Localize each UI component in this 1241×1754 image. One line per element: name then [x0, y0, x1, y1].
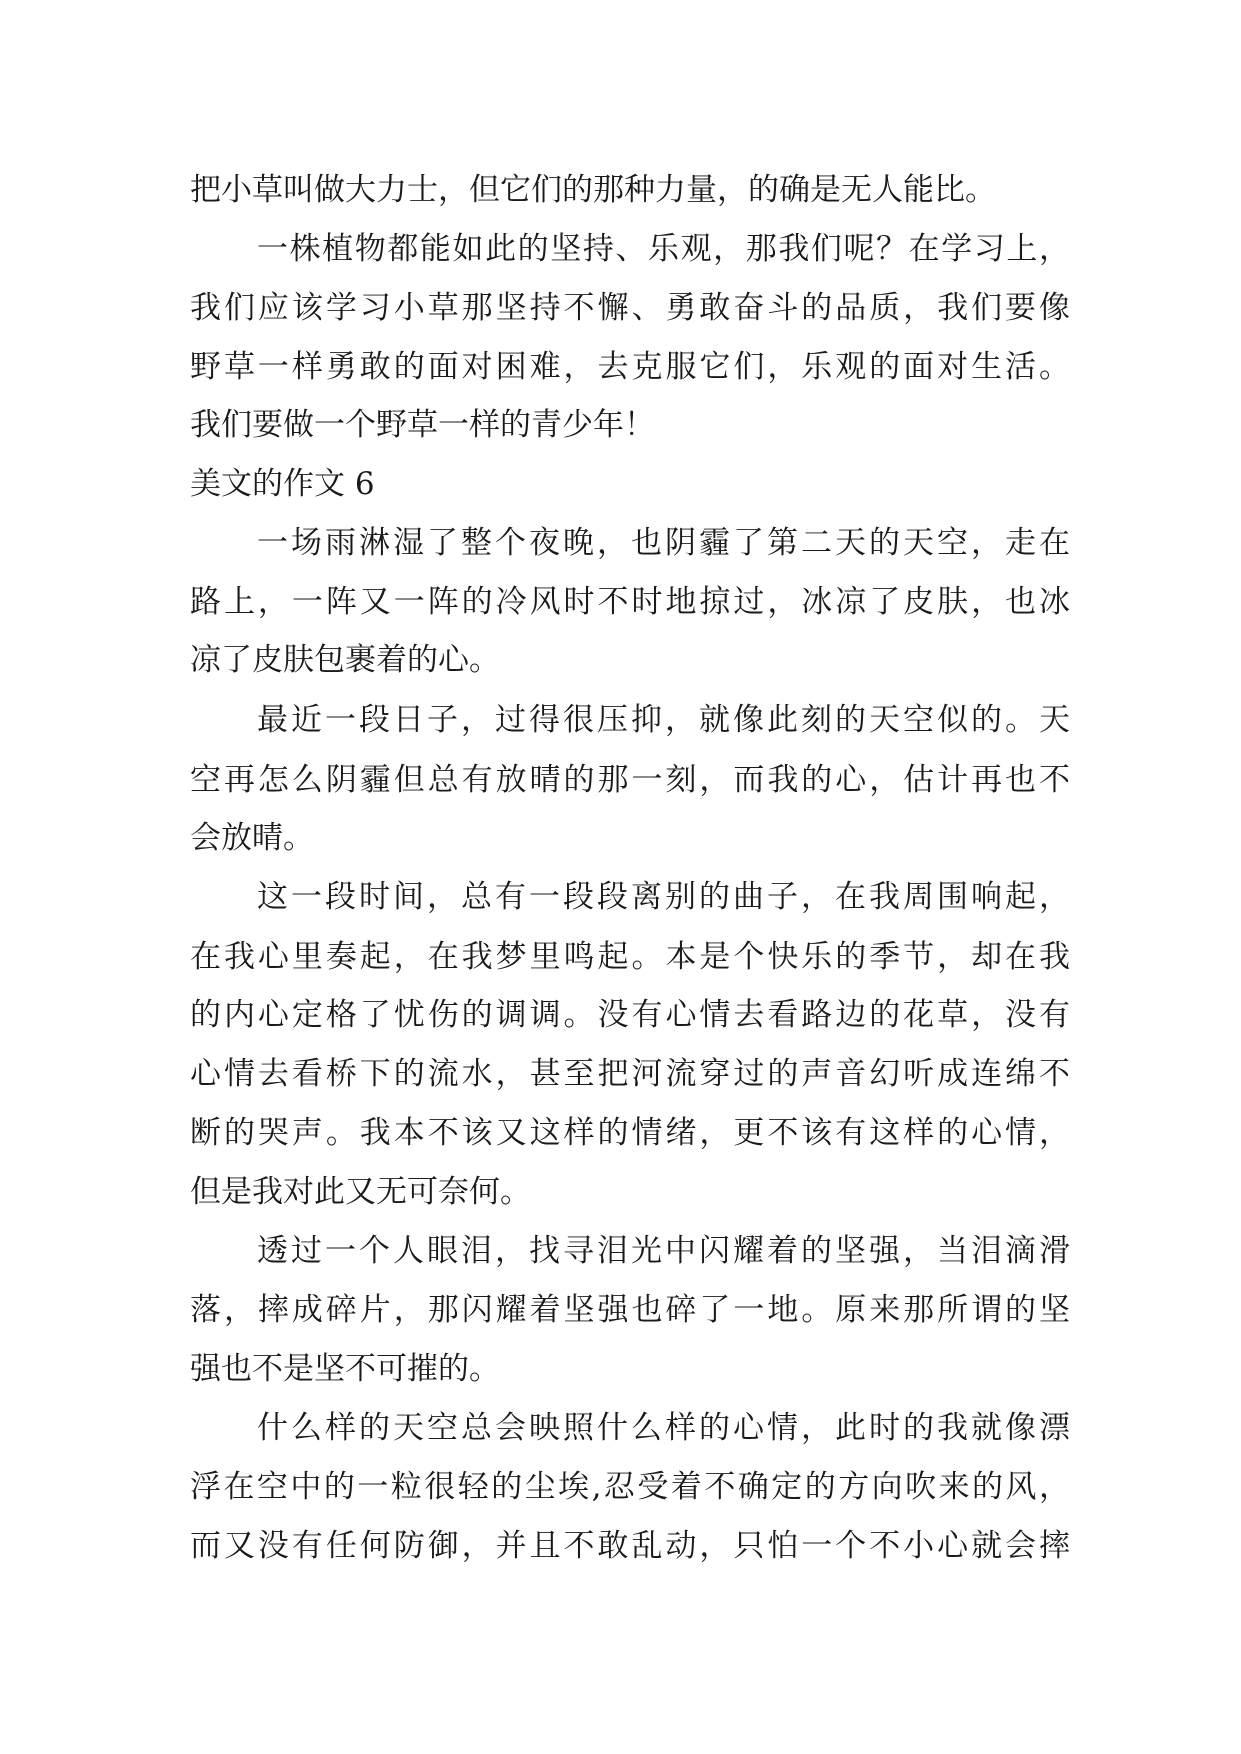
text-line: 空再怎么阴霾但总有放晴的那一刻，而我的心，估计再也不 — [190, 762, 1070, 798]
text-line: 把小草叫做大力士，但它们的那种力量，的确是无人能比。 — [190, 172, 996, 208]
text-line: 一场雨淋湿了整个夜晚，也阴霾了第二天的天空，走在 — [257, 525, 1070, 561]
text-line: 我们应该学习小草那坚持不懈、勇敢奋斗的品质，我们要像 — [190, 290, 1070, 326]
text-line: 的内心定格了忧伤的调调。没有心情去看路边的花草，没有 — [190, 997, 1070, 1033]
text-line: 强也不是坚不可摧的。 — [190, 1351, 500, 1387]
text-line: 野草一样勇敢的面对困难，去克服它们，乐观的面对生活。 — [190, 349, 1070, 385]
text-line: 什么样的天空总会映照什么样的心情，此时的我就像漂 — [257, 1410, 1070, 1446]
text-line: 心情去看桥下的流水，甚至把河流穿过的声音幻听成连绵不 — [190, 1056, 1070, 1092]
section-heading: 美文的作文 6 — [190, 466, 375, 502]
text-line: 落，摔成碎片，那闪耀着坚强也碎了一地。原来那所谓的坚 — [190, 1292, 1070, 1328]
text-line: 浮在空中的一粒很轻的尘埃,忍受着不确定的方向吹来的风， — [190, 1469, 1070, 1505]
text-line: 路上，一阵又一阵的冷风时不时地掠过，冰凉了皮肤，也冰 — [190, 584, 1070, 620]
text-line: 最近一段日子，过得很压抑，就像此刻的天空似的。天 — [257, 702, 1070, 738]
text-line: 在我心里奏起，在我梦里鸣起。本是个快乐的季节，却在我 — [190, 939, 1070, 975]
text-line: 我们要做一个野草一样的青少年！ — [190, 407, 655, 443]
text-line: 一株植物都能如此的坚持、乐观，那我们呢？在学习上， — [257, 231, 1070, 267]
text-line: 而又没有任何防御，并且不敢乱动，只怕一个不小心就会摔 — [190, 1528, 1070, 1564]
text-line: 这一段时间，总有一段段离别的曲子，在我周围响起， — [257, 879, 1070, 915]
text-line: 凉了皮肤包裹着的心。 — [190, 642, 500, 678]
text-line: 但是我对此又无可奈何。 — [190, 1174, 531, 1210]
text-line: 断的哭声。我本不该又这样的情绪，更不该有这样的心情， — [190, 1115, 1070, 1151]
text-line: 透过一个人眼泪，找寻泪光中闪耀着的坚强，当泪滴滑 — [257, 1233, 1070, 1269]
text-line: 会放晴。 — [190, 820, 314, 856]
